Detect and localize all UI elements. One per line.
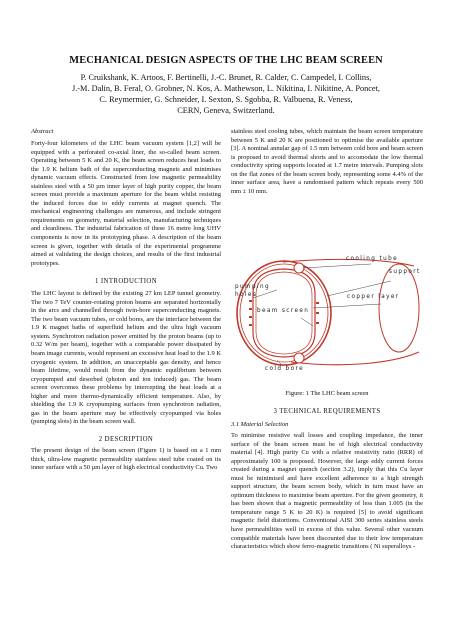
pumping-slot — [249, 300, 252, 302]
beam-screen-leader — [301, 318, 313, 326]
description-continued-text: stainless steel cooling tubes, which maintain the beam screen temperature between 5 K and 20 K are positioned to optimise the available aperture [3]. A nominal annular gap of 1.5 mm between cold bore and beam screen is proposed to avoid thermal shorts and to accomodate the low thermal conductivity spring supports located at 1.7 metre intervals. Pumping slots on the flat zones of the beam screen body, representing some 4.4% of the inner surface area, have a randomised pattern which repeats every 500 mm ± 10 mm. — [231, 128, 423, 195]
author-line: P. Cruikshank, K. Artoos, F. Bertinelli, J.-C. Brunet, R. Calder, C. Campedel, I. Collins, — [80, 73, 372, 82]
label-copper-layer: copper layer — [347, 294, 400, 300]
pumping-slot — [249, 324, 252, 326]
figure-caption: Figure: 1 The LHC beam screen — [285, 390, 369, 397]
label-beam-screen: beam screen — [257, 308, 310, 314]
pumping-slot — [249, 316, 252, 318]
cooling-tube-leader — [303, 264, 371, 268]
label-cold-bore: cold bore — [265, 366, 305, 372]
paper-title: MECHANICAL DESIGN ASPECTS OF THE LHC BEAM SCREEN — [69, 55, 383, 66]
pumping-slot — [316, 322, 319, 324]
description-text: The present design of the beam screen (Figure 1) is based on a 1 mm thick, ultra-low magnetic permeability stainless steel tube coated on its inner surface with a 50 µm layer of high electrical conductivity Cu. Two — [31, 446, 221, 472]
tube-bottom-edge — [291, 352, 419, 365]
abstract-text: Forty-four kilometers of the LHC beam vacuum system [1,2] will be equipped with a perforated co-axial liner, the so-called beam screen. Operating between 5 K and 20 K, the beam screen reduces heat loads to the 1.9 K helium bath of the superconducting magnets and minimises dynamic vacuum effects. Constructed from low magnetic permeability stainless steel with a 50 µm inner layer of high purity copper, the beam screen must provide a maximum aperture for the beam whilst resisting the induced forces due to eddy currents at magnet quench. The mechanical engineering challenges are numerous, and include stringent requirements on geometry, material selection, manufacturing techniques and cleanliness. The industrial fabrication of these 16 metre long UHV components is now in its prototyping phase. A description of the beam screen is given, together with details of the experimental programme aimed at validating the design choices, and results of the first industrial prototypes. — [31, 140, 221, 267]
material-selection-text: To minimise resistive wall losses and coupling impedance, the inner surface of the beam screen must be of high electrical conductivity material [4]. High purity Cu with a relative resistivity ratio (RRR) of approximately 100 is proposed. However, the large eddy current forces created during a magnet quench (section 3.2), imply that this Cu layer must be minimised and have excellent adherence to a high strength support structure, the beam screen body, which in turn must have an optimum thickness to maximise beam aperture. For the given geometry, it has been shown that a magnetic permeability of less than 1.005 (in the temperature range 5 K to 20 K) is required [5] to avoid significant magnetic field distortions. Conventional AISI 300 series stainless steels have permeabilities well in excess of this value. Several other vacuum compatible materials have been discounted due to their low temperature characteristics which show ferro-magnetic transitions ( Ni superalloys - — [231, 432, 423, 551]
author-line: J.-M. Dalin, B. Feral, O. Grobner, N. Kos, A. Mathewson, L. Nikitina, I. Nikitine, A. Poncet, — [71, 84, 380, 93]
author-line: C. Reymermier, G. Schneider, I. Sexton, S. Sgobba, R. Valbuena, R. Veness, — [99, 95, 353, 104]
label-pumping-holes-2: holes — [235, 292, 258, 298]
label-support: support — [389, 269, 421, 275]
label-pumping-holes-1: pumping — [235, 284, 270, 290]
pumping-slot — [316, 302, 319, 304]
right-column-bottom — [231, 408, 423, 552]
technical-heading: 3 TECHNICAL REQUIREMENTS — [273, 408, 381, 415]
left-column — [31, 128, 221, 473]
intro-heading: 1 INTRODUCTION — [94, 278, 158, 286]
cooling-tube-bottom — [294, 353, 304, 363]
material-selection-subheading: 3.1 Material Selection — [231, 421, 289, 428]
pumping-slot — [316, 312, 319, 314]
label-cooling-tube: cooling tube — [346, 256, 399, 262]
pumping-slot — [249, 308, 252, 310]
description-heading: 2 DESCRIPTION — [98, 435, 154, 443]
copper-layer-leader — [313, 304, 381, 308]
right-column-top — [231, 128, 423, 196]
beam-screen-figure — [231, 256, 423, 374]
cooling-tube-top — [294, 263, 304, 273]
intro-text: The LHC layout is defined by the existing 27 km LEP tunnel geometry. The two 7 TeV counter-rotating proton beams are separated horizontally in the arcs and channelled through twin-bore superconducting magnets. The two beam vacuum tubes, or cold bores, are the interface between the 1.9 K magnet baths of superfluid helium and the ultra high vacuum system. Synchrotron radiation power emitted by the proton beams (up to 0.32 W/m per beam), together with a comparable power dissipated by beam image currents, would represent an excessive heat load to the 1.9 K cryogenic system. In addition, an unacceptable gas density, and hence beam lifetime, would result from the dynamic equilibrium between cryopumped and desorbed (photon and ion induced) gas. The beam screen overcomes these problems by intercepting the heat loads at a higher and more thermo-dynamically efficient temperature. Also, by shielding the 1.9 K cryopumping surfaces from synchrotron radiation, gas in the beam aperture may be effectively cryopumped via holes (pumping slots) in the beam screen wall. — [31, 290, 221, 426]
cold-bore-far-end — [379, 264, 419, 352]
affiliation-line: CERN, Geneva, Switzerland. — [177, 106, 275, 115]
author-list — [34, 72, 418, 116]
abstract-heading: Abstract — [31, 128, 54, 135]
